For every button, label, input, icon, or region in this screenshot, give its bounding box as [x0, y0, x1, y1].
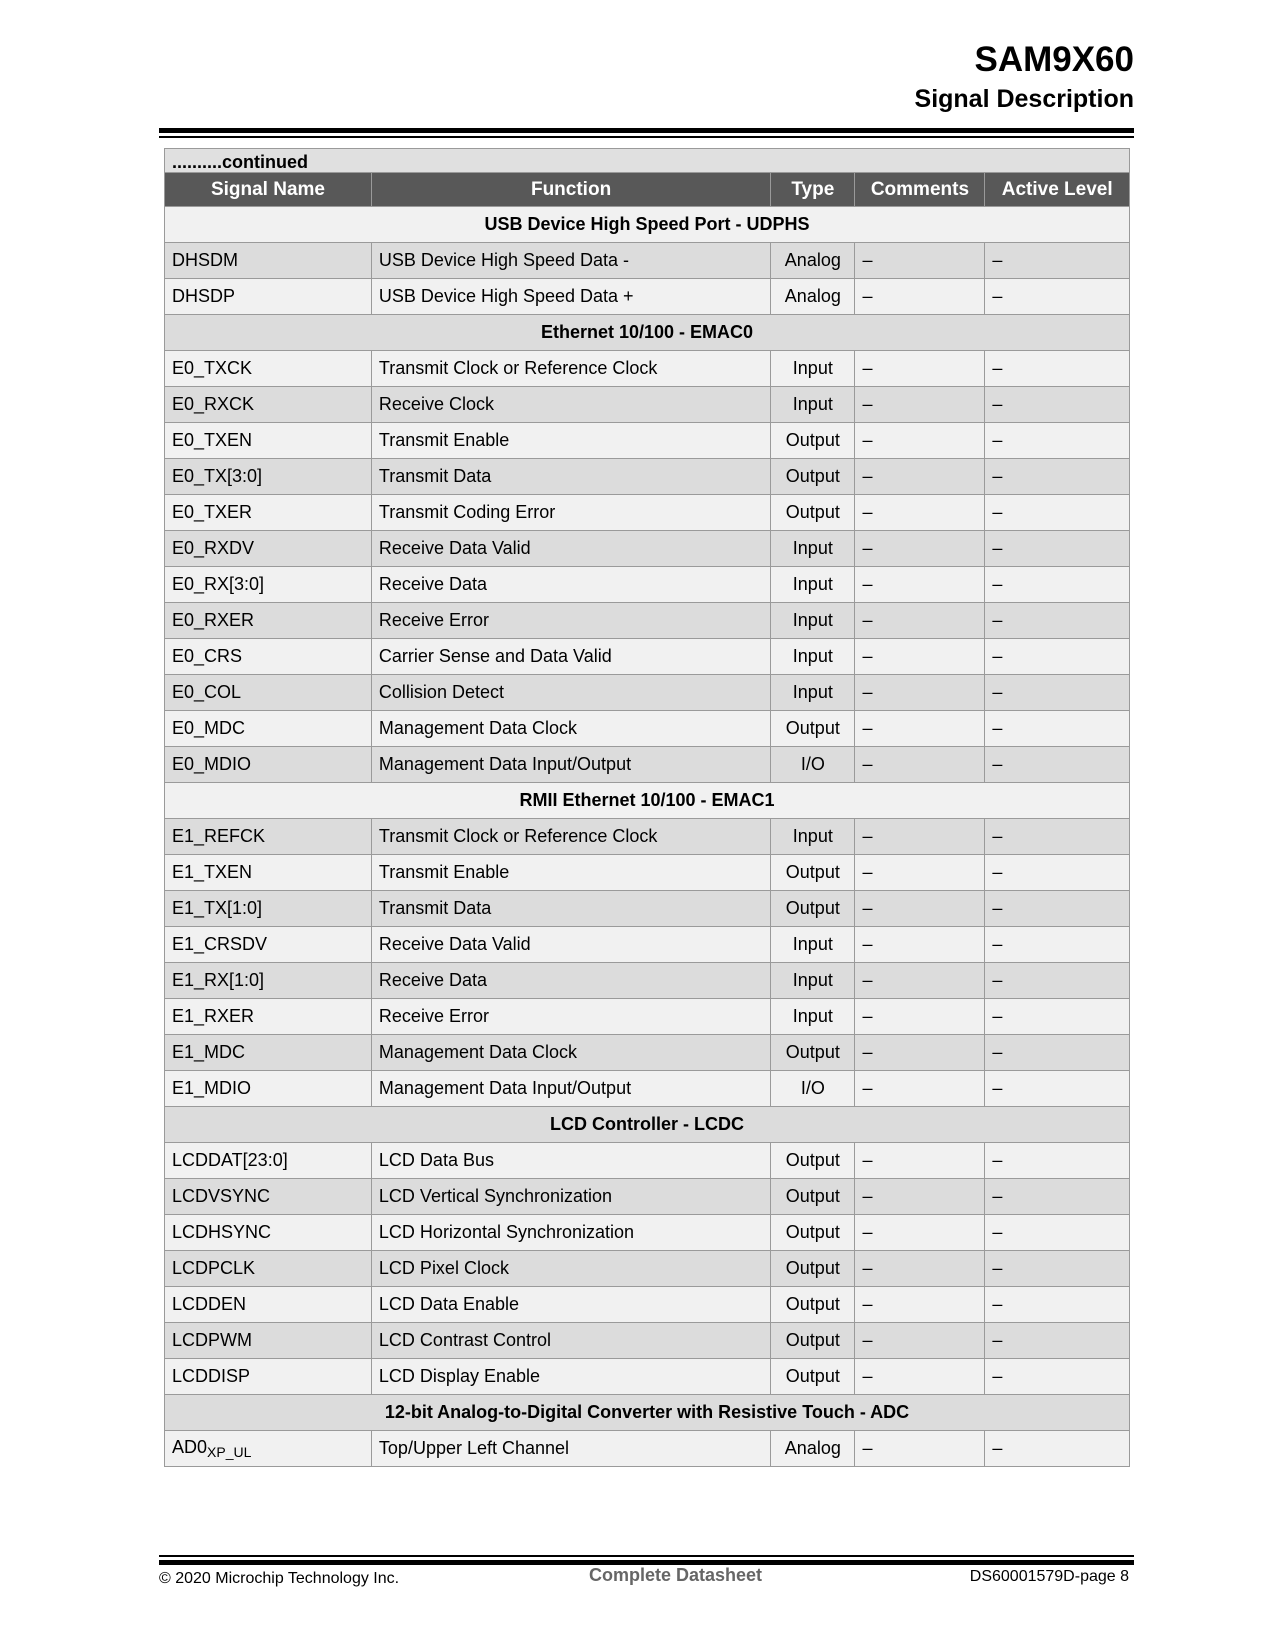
table-row [165, 243, 1130, 279]
table-row [165, 1143, 1130, 1179]
type-cell: Output [771, 891, 855, 927]
function-cell: Transmit Data [371, 891, 770, 927]
active-level-cell: – [985, 1035, 1130, 1071]
comments-cell: – [855, 927, 985, 963]
column-header-comments: Comments [855, 173, 985, 207]
active-level-cell: – [985, 1323, 1130, 1359]
active-level-cell: – [985, 963, 1130, 999]
comments-cell: – [855, 963, 985, 999]
comments-cell: – [855, 891, 985, 927]
type-cell: I/O [771, 1071, 855, 1107]
signal-name-cell: E1_MDC [165, 1035, 372, 1071]
type-cell: Output [771, 1215, 855, 1251]
table-row [165, 855, 1130, 891]
active-level-cell: – [985, 855, 1130, 891]
comments-cell: – [855, 243, 985, 279]
table-body [165, 207, 1130, 1467]
function-cell: Transmit Clock or Reference Clock [371, 819, 770, 855]
comments-cell: – [855, 855, 985, 891]
table-row [165, 567, 1130, 603]
comments-cell: – [855, 1143, 985, 1179]
signal-name-cell: E0_TXER [165, 495, 372, 531]
section-header-row [165, 207, 1130, 243]
comments-cell: – [855, 459, 985, 495]
table-row [165, 891, 1130, 927]
function-cell: Receive Clock [371, 387, 770, 423]
signal-name-cell: LCDVSYNC [165, 1179, 372, 1215]
signal-name-cell: E0_TXEN [165, 423, 372, 459]
section-header: RMII Ethernet 10/100 - EMAC1 [165, 783, 1130, 819]
type-cell: Output [771, 1251, 855, 1287]
function-cell: Receive Error [371, 603, 770, 639]
active-level-cell: – [985, 819, 1130, 855]
type-cell: Analog [771, 279, 855, 315]
comments-cell: – [855, 819, 985, 855]
function-cell: Receive Data [371, 567, 770, 603]
signal-name-cell: E0_RXDV [165, 531, 372, 567]
function-cell: Transmit Enable [371, 423, 770, 459]
active-level-cell: – [985, 531, 1130, 567]
signal-name-cell: E0_COL [165, 675, 372, 711]
type-cell: Output [771, 1179, 855, 1215]
active-level-cell: – [985, 567, 1130, 603]
signal-name-cell: E1_RXER [165, 999, 372, 1035]
comments-cell: – [855, 279, 985, 315]
table-row [165, 675, 1130, 711]
signal-name-cell: DHSDM [165, 243, 372, 279]
active-level-cell: – [985, 279, 1130, 315]
type-cell: Output [771, 1143, 855, 1179]
active-level-cell: – [985, 1251, 1130, 1287]
type-cell: Output [771, 711, 855, 747]
signal-name-cell: LCDPCLK [165, 1251, 372, 1287]
signal-name-cell: E1_REFCK [165, 819, 372, 855]
signal-name-cell: LCDPWM [165, 1323, 372, 1359]
function-cell: LCD Data Enable [371, 1287, 770, 1323]
comments-cell: – [855, 1179, 985, 1215]
active-level-cell: – [985, 1179, 1130, 1215]
function-cell: Management Data Clock [371, 1035, 770, 1071]
type-cell: Output [771, 459, 855, 495]
function-cell: USB Device High Speed Data + [371, 279, 770, 315]
signal-name-subscript: XP_UL [207, 1444, 252, 1460]
active-level-cell: – [985, 747, 1130, 783]
table-row [165, 1359, 1130, 1395]
section-header: Ethernet 10/100 - EMAC0 [165, 315, 1130, 351]
column-header-type: Type [771, 173, 855, 207]
active-level-cell: – [985, 711, 1130, 747]
section-header: USB Device High Speed Port - UDPHS [165, 207, 1130, 243]
table-row [165, 1179, 1130, 1215]
active-level-cell: – [985, 423, 1130, 459]
continued-label: ..........continued [165, 149, 1130, 173]
active-level-cell: – [985, 603, 1130, 639]
table-row [165, 747, 1130, 783]
comments-cell: – [855, 1359, 985, 1395]
column-header-signal-name: Signal Name [165, 173, 372, 207]
comments-cell: – [855, 675, 985, 711]
function-cell: Receive Error [371, 999, 770, 1035]
comments-cell: – [855, 1287, 985, 1323]
type-cell: Input [771, 603, 855, 639]
comments-cell: – [855, 639, 985, 675]
document-title: SAM9X60 [974, 40, 1134, 79]
table-row [165, 603, 1130, 639]
function-cell: Carrier Sense and Data Valid [371, 639, 770, 675]
table-row [165, 1431, 1130, 1467]
active-level-cell: – [985, 1431, 1130, 1467]
signal-name-cell: LCDDAT[23:0] [165, 1143, 372, 1179]
table-row [165, 423, 1130, 459]
active-level-cell: – [985, 243, 1130, 279]
table-row [165, 639, 1130, 675]
signal-name-cell: E0_RX[3:0] [165, 567, 372, 603]
active-level-cell: – [985, 1143, 1130, 1179]
type-cell: Input [771, 999, 855, 1035]
type-cell: Output [771, 1287, 855, 1323]
type-cell: Output [771, 423, 855, 459]
table-row [165, 279, 1130, 315]
signal-name-cell: LCDHSYNC [165, 1215, 372, 1251]
signal-name-cell: E0_MDIO [165, 747, 372, 783]
type-cell: Input [771, 819, 855, 855]
comments-cell: – [855, 1071, 985, 1107]
comments-cell: – [855, 1035, 985, 1071]
type-cell: Output [771, 1359, 855, 1395]
section-header-row [165, 315, 1130, 351]
type-cell: Input [771, 351, 855, 387]
signal-name-cell: E1_CRSDV [165, 927, 372, 963]
table-row [165, 531, 1130, 567]
function-cell: Collision Detect [371, 675, 770, 711]
active-level-cell: – [985, 351, 1130, 387]
function-cell: LCD Horizontal Synchronization [371, 1215, 770, 1251]
type-cell: Input [771, 387, 855, 423]
function-cell: LCD Pixel Clock [371, 1251, 770, 1287]
section-header-row [165, 1107, 1130, 1143]
signal-name-cell [165, 1431, 372, 1467]
signal-name-base: AD0 [172, 1437, 208, 1457]
type-cell: Analog [771, 1431, 855, 1467]
table-row [165, 1323, 1130, 1359]
comments-cell: – [855, 603, 985, 639]
comments-cell: – [855, 351, 985, 387]
type-cell: Input [771, 963, 855, 999]
section-title: Signal Description [914, 85, 1134, 113]
type-cell: Analog [771, 243, 855, 279]
type-cell: Output [771, 1035, 855, 1071]
comments-cell: – [855, 567, 985, 603]
comments-cell: – [855, 387, 985, 423]
function-cell: Receive Data Valid [371, 927, 770, 963]
function-cell: Transmit Coding Error [371, 495, 770, 531]
signal-name-cell: E1_RX[1:0] [165, 963, 372, 999]
function-cell: LCD Contrast Control [371, 1323, 770, 1359]
function-cell: LCD Data Bus [371, 1143, 770, 1179]
function-cell: LCD Display Enable [371, 1359, 770, 1395]
column-header-function: Function [371, 173, 770, 207]
table-header-row [165, 173, 1130, 207]
active-level-cell: – [985, 1215, 1130, 1251]
function-cell: Top/Upper Left Channel [371, 1431, 770, 1467]
active-level-cell: – [985, 891, 1130, 927]
comments-cell: – [855, 423, 985, 459]
header-rule-thick [159, 128, 1134, 133]
footer-page-number: DS60001579D-page 8 [969, 1568, 1129, 1585]
active-level-cell: – [985, 639, 1130, 675]
table-row [165, 351, 1130, 387]
signal-name-cell: E1_TXEN [165, 855, 372, 891]
comments-cell: – [855, 747, 985, 783]
function-cell: LCD Vertical Synchronization [371, 1179, 770, 1215]
type-cell: Input [771, 531, 855, 567]
function-cell: Receive Data [371, 963, 770, 999]
comments-cell: – [855, 1323, 985, 1359]
function-cell: Management Data Input/Output [371, 747, 770, 783]
signal-name-cell: E1_MDIO [165, 1071, 372, 1107]
comments-cell: – [855, 1251, 985, 1287]
table-row [165, 459, 1130, 495]
function-cell: Management Data Clock [371, 711, 770, 747]
table-row [165, 819, 1130, 855]
signal-name-cell: E0_TXCK [165, 351, 372, 387]
table-row [165, 927, 1130, 963]
table-row [165, 1035, 1130, 1071]
column-header-active-level: Active Level [985, 173, 1130, 207]
active-level-cell: – [985, 495, 1130, 531]
function-cell: Receive Data Valid [371, 531, 770, 567]
active-level-cell: – [985, 1071, 1130, 1107]
active-level-cell: – [985, 675, 1130, 711]
table-row [165, 1071, 1130, 1107]
active-level-cell: – [985, 1287, 1130, 1323]
section-header-row [165, 783, 1130, 819]
function-cell: Transmit Data [371, 459, 770, 495]
footer-doc-type: Complete Datasheet [589, 1565, 763, 1585]
function-cell: Transmit Clock or Reference Clock [371, 351, 770, 387]
active-level-cell: – [985, 999, 1130, 1035]
section-header: 12-bit Analog-to-Digital Converter with Resistive Touch - ADC [165, 1395, 1130, 1431]
signal-name-cell: LCDDISP [165, 1359, 372, 1395]
comments-cell: – [855, 1215, 985, 1251]
type-cell: Input [771, 927, 855, 963]
table-row [165, 495, 1130, 531]
signal-description-table [164, 148, 1130, 1467]
type-cell: Output [771, 855, 855, 891]
active-level-cell: – [985, 387, 1130, 423]
table-row [165, 1251, 1130, 1287]
signal-name-cell: LCDDEN [165, 1287, 372, 1323]
table-row [165, 1215, 1130, 1251]
signal-name-cell: E0_RXER [165, 603, 372, 639]
comments-cell: – [855, 495, 985, 531]
active-level-cell: – [985, 459, 1130, 495]
signal-name-cell: E1_TX[1:0] [165, 891, 372, 927]
footer-copyright: © 2020 Microchip Technology Inc. [159, 1570, 400, 1587]
table-row [165, 1287, 1130, 1323]
type-cell: Input [771, 639, 855, 675]
header-rule-thin [159, 136, 1134, 138]
type-cell: Output [771, 1323, 855, 1359]
continued-row [165, 149, 1130, 173]
comments-cell: – [855, 711, 985, 747]
function-cell: Management Data Input/Output [371, 1071, 770, 1107]
function-cell: Transmit Enable [371, 855, 770, 891]
section-header-row [165, 1395, 1130, 1431]
table-row [165, 387, 1130, 423]
comments-cell: – [855, 1431, 985, 1467]
active-level-cell: – [985, 927, 1130, 963]
signal-name-cell: E0_RXCK [165, 387, 372, 423]
section-header: LCD Controller - LCDC [165, 1107, 1130, 1143]
signal-name-cell: E0_TX[3:0] [165, 459, 372, 495]
comments-cell: – [855, 531, 985, 567]
type-cell: I/O [771, 747, 855, 783]
table-row [165, 963, 1130, 999]
comments-cell: – [855, 999, 985, 1035]
table-row [165, 999, 1130, 1035]
signal-name-cell: E0_MDC [165, 711, 372, 747]
active-level-cell: – [985, 1359, 1130, 1395]
table-row [165, 711, 1130, 747]
signal-name-cell: E0_CRS [165, 639, 372, 675]
signal-name-cell: DHSDP [165, 279, 372, 315]
type-cell: Input [771, 675, 855, 711]
type-cell: Input [771, 567, 855, 603]
type-cell: Output [771, 495, 855, 531]
footer-rule-thin [159, 1555, 1134, 1557]
function-cell: USB Device High Speed Data - [371, 243, 770, 279]
